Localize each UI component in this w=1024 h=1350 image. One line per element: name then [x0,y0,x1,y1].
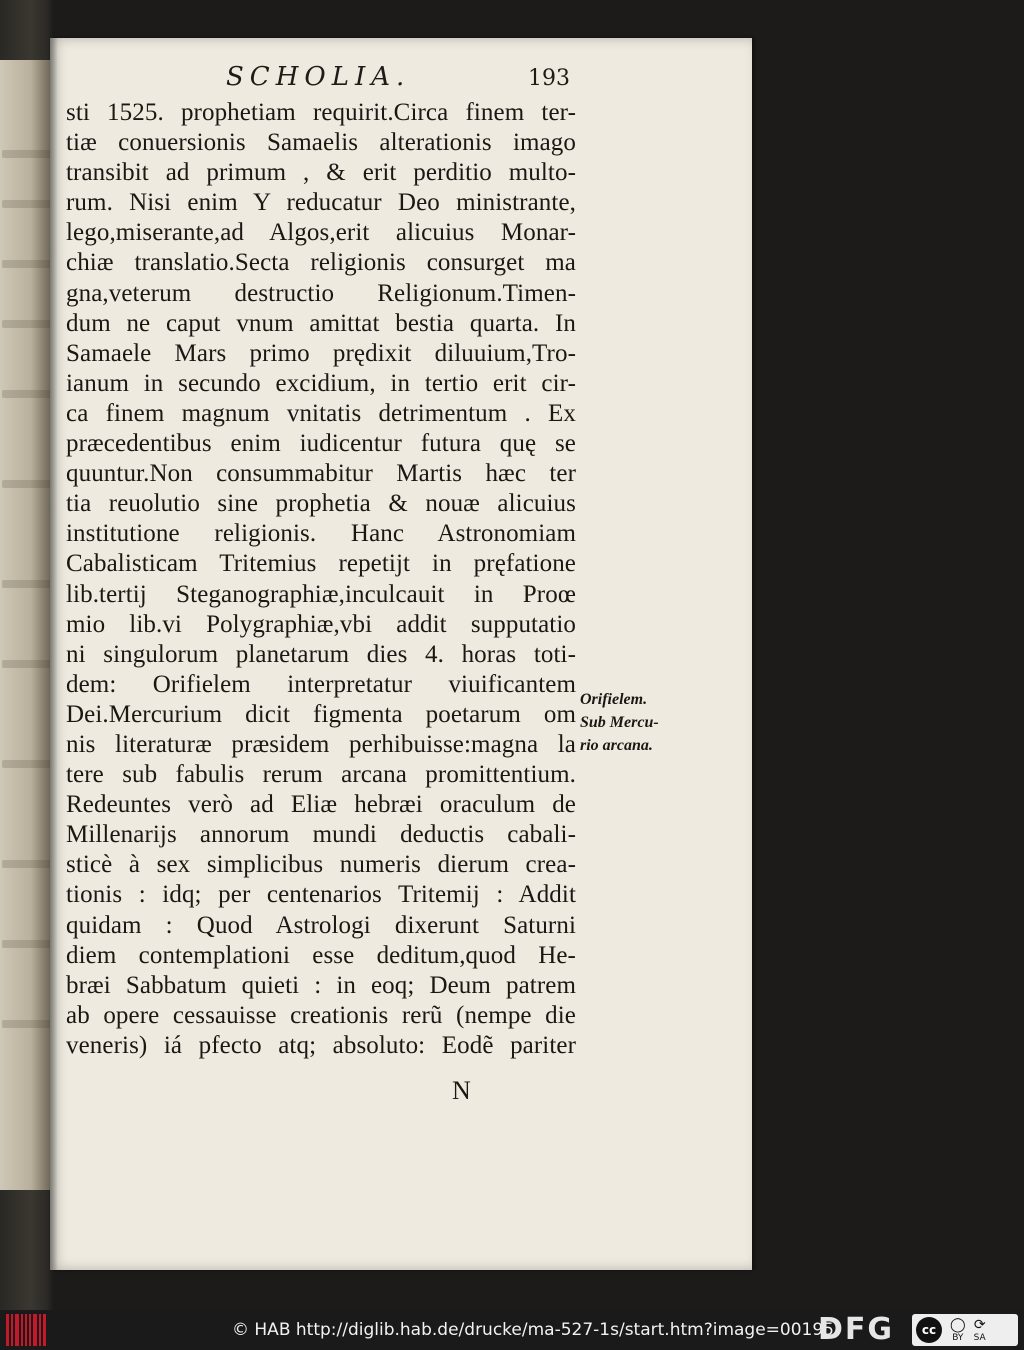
text-line: quuntur.Non consummabitur Martis hæc ter [66,460,576,488]
text-line: lego,miserante,ad Algos,erit alicuius Monar- [66,219,576,247]
creative-commons-badge[interactable] [912,1314,1018,1346]
text-line: rum. Nisi enim Y reducatur Deo ministrante, [66,189,576,217]
text-line: Dei.Mercurium dicit figmenta poetarum om [66,700,576,728]
viewer-footer [0,1310,1024,1350]
dfg-logo: DFG [818,1312,895,1347]
text-line: sti 1525. prophetiam requirit.Circa finem ter- [66,99,576,126]
text-line: mio lib.vi Polygraphiæ,vbi addit supputatio [66,610,576,638]
sa-icon: ⟳ SA [973,1316,986,1343]
marginal-note [580,688,710,757]
body-text [66,98,576,1061]
text-line: tere sub fabulis rerum arcana promittentium. [66,761,576,789]
text-line: chiæ translatio.Secta religionis consurget ma [66,249,576,277]
text-line: tionis : idq; per centenarios Tritemij : Addit [66,881,576,909]
library-barcode-icon [6,1314,46,1346]
text-line: ni singulorum planetarum dies 4. horas toti- [66,640,576,668]
text-line: tiæ conuersionis Samaelis alterationis imago [66,129,576,157]
text-line: dem: Orifielem interpretatur viuificantem [66,670,576,698]
text-line: nis literaturæ præsidem perhibuisse:magna la [66,730,576,758]
text-line: tia reuolutio sine prophetia & nouæ alicuius [66,490,576,518]
marginal-line: Orifielem. [580,691,648,708]
marginal-line: rio arcana. [580,737,653,754]
copyright-link[interactable]: © HAB http://diglib.hab.de/drucke/ma-527-1s/start.htm?image=00195 [232,1320,834,1340]
text-line: quidam : Quod Astrologi dixerunt Saturni [66,911,576,939]
text-line: præcedentibus enim iudicentur futura quę se [66,430,576,458]
page-gutter-shadow [50,38,58,1270]
cc-icon: cc [916,1317,942,1343]
text-line: bræi Sabbatum quieti : in eoq; Deum patrem [66,971,576,999]
text-line: institutione religionis. Hanc Astronomiam [66,520,576,548]
text-line: dum ne caput vnum amittat bestia quarta. In [66,309,576,337]
text-line: Millenarijs annorum mundi deductis cabali- [66,821,576,849]
text-line: Redeuntes verò ad Eliæ hebræi oraculum de [66,791,576,819]
text-line: veneris) iá pfecto atq; absoluto: Eodẽ pariter [66,1031,576,1059]
text-line: gna,veterum destructio Religionum.Timen- [66,279,576,307]
text-line: sticè à sex simplicibus numeris dierum crea- [66,851,576,879]
marginal-line: Sub Mercu- [580,714,659,731]
text-line: lib.tertij Steganographiæ,inculcauit in Proœ [66,580,576,608]
text-line: Cabalisticam Tritemius repetijt in pręfatione [66,550,576,578]
by-icon: ◯ BY [950,1316,966,1343]
text-line: transibit ad primum , & erit perditio multo- [66,159,576,187]
running-head: SCHOLIA. [226,62,411,92]
text-line: Samaele Mars primo prędixit diluuium,Tro- [66,339,576,367]
facing-page-edge [0,60,56,1190]
text-line: ianum in secundo excidium, in tertio erit cir- [66,369,576,397]
page-number: 193 [528,66,570,91]
text-line: ab opere cessauisse creationis rerũ (nempe die [66,1001,576,1029]
signature-mark: N [452,1076,471,1105]
text-line: diem contemplationi esse deditum,quod He- [66,941,576,969]
text-line: ca finem magnum vnitatis detrimentum . Ex [66,399,576,427]
